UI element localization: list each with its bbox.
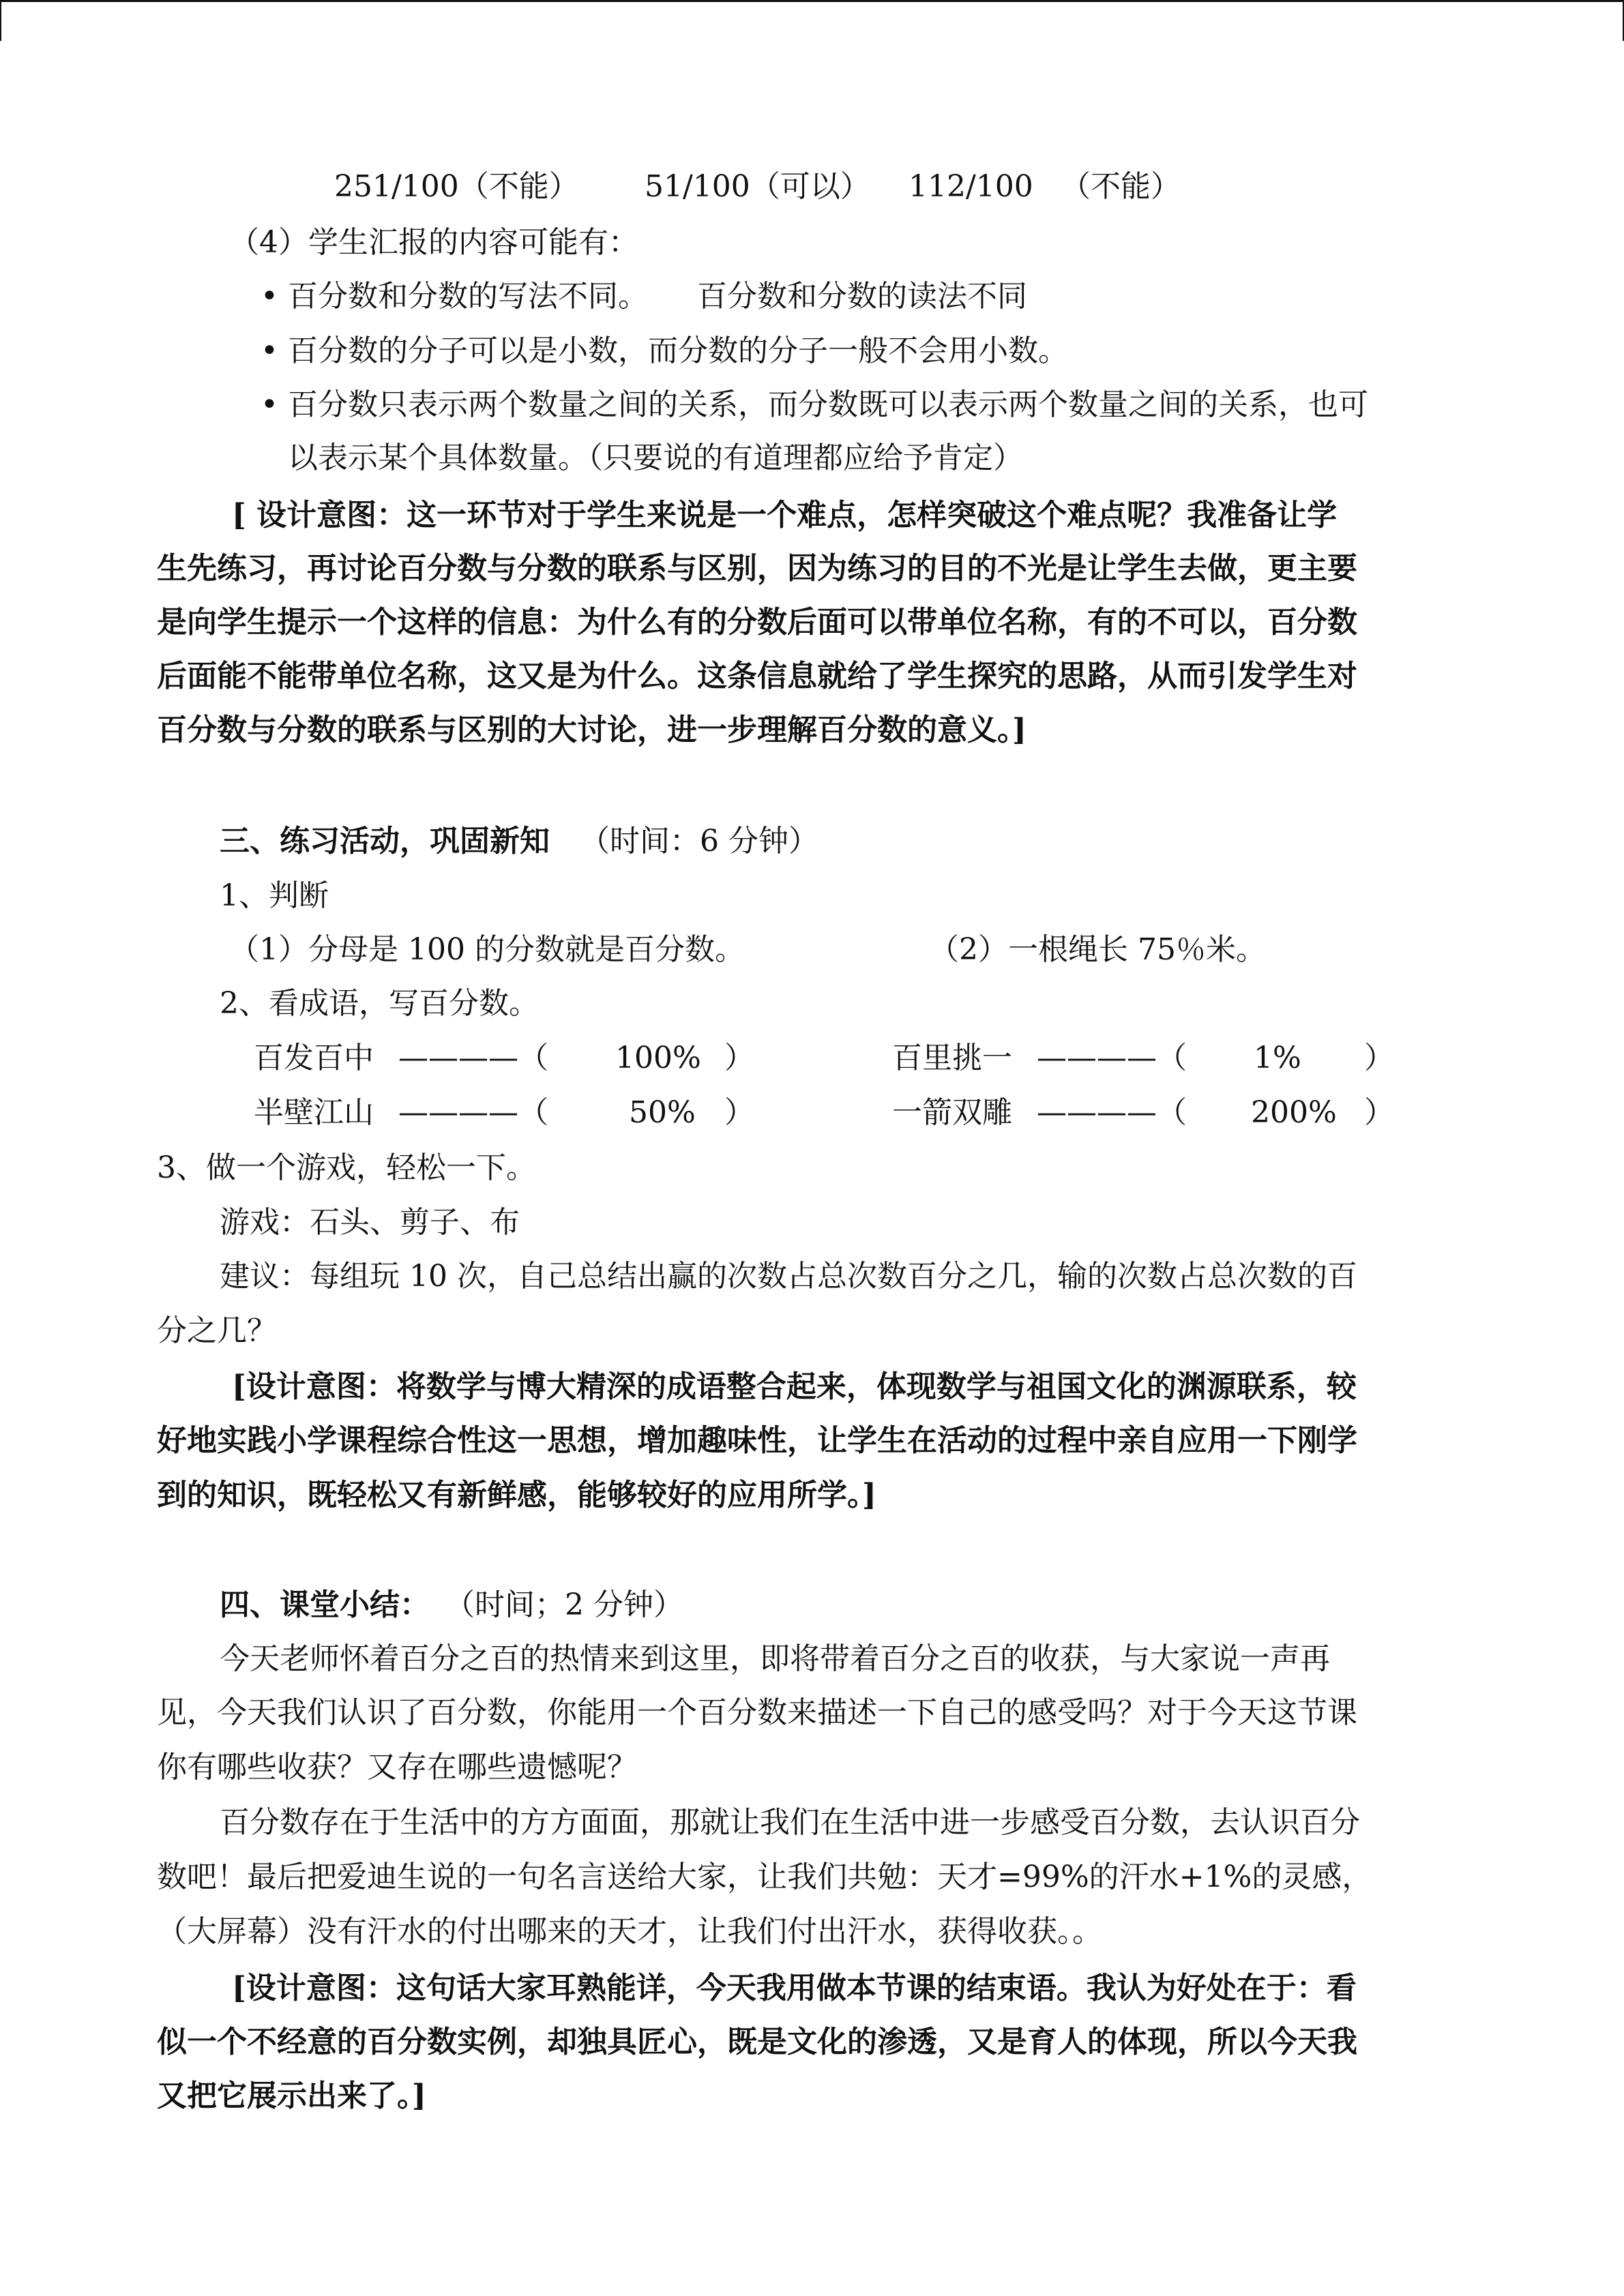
design-intent-3-line3: 又把它展示出来了。] (157, 2078, 426, 2113)
design-intent-1-line5: 百分数与分数的联系与区别的大讨论，进一步理解百分数的意义。] (157, 713, 1027, 747)
bullet-2-text: 百分数的分子可以是小数，而分数的分子一般不会用小数。 (288, 333, 1068, 368)
idiom-close: ） (1364, 1095, 1394, 1130)
judge-title: 1、判断 (220, 878, 329, 913)
fraction-3: 112/100 (909, 169, 1033, 204)
bullet-icon: • (261, 387, 278, 422)
game-title: 3、做一个游戏，轻松一下。 (157, 1150, 536, 1185)
section-4-time: （时间；2 分钟） (445, 1587, 683, 1622)
suggestion-line2: 分之几？ (157, 1313, 277, 1348)
summary-p2-line1: 百分数存在于生活中的方方面面，那就让我们在生活中进一步感受百分数，去认识百分 (220, 1805, 1360, 1840)
design-intent-2-line2: 好地实践小学课程综合性这一思想，增加趣味性，让学生在活动的过程中亲自应用一下刚学 (157, 1423, 1357, 1458)
idiom-dash: ————（ (1037, 1041, 1187, 1075)
design-intent-1-line4: 后面能不能带单位名称，这又是为什么。这条信息就给了学生探究的思路，从而引发学生对 (157, 659, 1357, 694)
bullet-3-text-line1: 百分数只表示两个数量之间的关系，而分数既可以表示两个数量之间的关系，也可 (288, 387, 1368, 422)
fraction-1: 251/100（不能） (334, 169, 579, 204)
fraction-2: 51/100（可以） (645, 169, 870, 204)
bullet-icon: • (261, 333, 278, 368)
idiom-close: ） (724, 1041, 754, 1075)
fraction-3-result: （不能） (1061, 169, 1181, 204)
design-intent-1-line1: [ 设计意图：这一环节对于学生来说是一个难点，怎样突破这个难点呢？我准备让学 (232, 498, 1338, 533)
game-line: 游戏：石头、剪子、布 (220, 1205, 520, 1240)
idiom-value: 200% (1251, 1095, 1337, 1130)
page-top-border (0, 0, 1624, 2)
idiom-dash: ————（ (398, 1041, 548, 1075)
bullet-1-text-a: 百分数和分数的写法不同。 (288, 279, 648, 314)
summary-p1-line2: 见，今天我们认识了百分数，你能用一个百分数来描述一下自己的感受吗？对于今天这节课 (157, 1695, 1357, 1730)
idiom-close: ） (724, 1095, 754, 1130)
summary-p2-line2: 数吧！最后把爱迪生说的一句名言送给大家，让我们共勉：天才=99%的汗水+1%的灵感， (157, 1860, 1372, 1894)
design-intent-2-line3: 到的知识，既轻松又有新鲜感，能够较好的应用所学。] (157, 1478, 876, 1512)
bullet-1-text-b: 百分数和分数的读法不同 (697, 279, 1027, 314)
section-4-title: 四、课堂小结： (220, 1587, 430, 1622)
design-intent-3-line1: [设计意图：这句话大家耳熟能详，今天我用做本节课的结束语。我认为好处在于：看 (232, 1971, 1357, 2006)
section-3-time: （时间：6 分钟） (580, 824, 818, 859)
design-intent-1-line3: 是向学生提示一个这样的信息：为什么有的分数后面可以带单位名称，有的不可以，百分数 (157, 605, 1357, 640)
judge-item-2: （2）一根绳长 75％米。 (929, 932, 1266, 967)
summary-p1-line3: 你有哪些收获？又存在哪些遗憾呢？ (157, 1750, 637, 1785)
idiom-name: 半壁江山 (254, 1095, 374, 1130)
idiom-name: 百里挑一 (892, 1041, 1012, 1075)
idiom-dash: ————（ (398, 1095, 548, 1130)
design-intent-2-line1: [设计意图：将数学与博大精深的成语整合起来，体现数学与祖国文化的渊源联系，较 (232, 1369, 1357, 1404)
idiom-value: 1% (1254, 1041, 1301, 1075)
idiom-dash: ————（ (1037, 1095, 1187, 1130)
summary-p2-line3: （大屏幕）没有汗水的付出哪来的天才，让我们付出汗水，获得收获。。 (157, 1914, 1102, 1949)
report-intro: （4）学生汇报的内容可能有： (229, 225, 638, 260)
idiom-name: 一箭双雕 (892, 1095, 1012, 1130)
summary-p1-line1: 今天老师怀着百分之百的热情来到这里，即将带着百分之百的收获，与大家说一声再 (220, 1641, 1330, 1676)
suggestion-line1: 建议：每组玩 10 次，自己总结出赢的次数占总次数百分之几，输的次数占总次数的百 (220, 1259, 1357, 1294)
design-intent-3-line2: 似一个不经意的百分数实例，却独具匠心，既是文化的渗透，又是育人的体现，所以今天我 (157, 2025, 1357, 2059)
design-intent-1-line2: 生先练习，再讨论百分数与分数的联系与区别，因为练习的目的不光是让学生去做，更主要 (157, 551, 1357, 586)
idiom-name: 百发百中 (254, 1041, 374, 1075)
bullet-icon: • (261, 279, 278, 314)
judge-item-1: （1）分母是 100 的分数就是百分数。 (229, 932, 745, 967)
left-corner-mark (0, 0, 1, 41)
idiom-value: 100% (615, 1041, 701, 1075)
bullet-3-text-line2: 以表示某个具体数量。（只要说的有道理都应给予肯定） (288, 441, 1023, 475)
idiom-title: 2、看成语，写百分数。 (220, 986, 539, 1021)
idiom-close: ） (1364, 1041, 1394, 1075)
idiom-value: 50% (629, 1095, 696, 1130)
section-3-title: 三、练习活动，巩固新知 (220, 824, 550, 859)
